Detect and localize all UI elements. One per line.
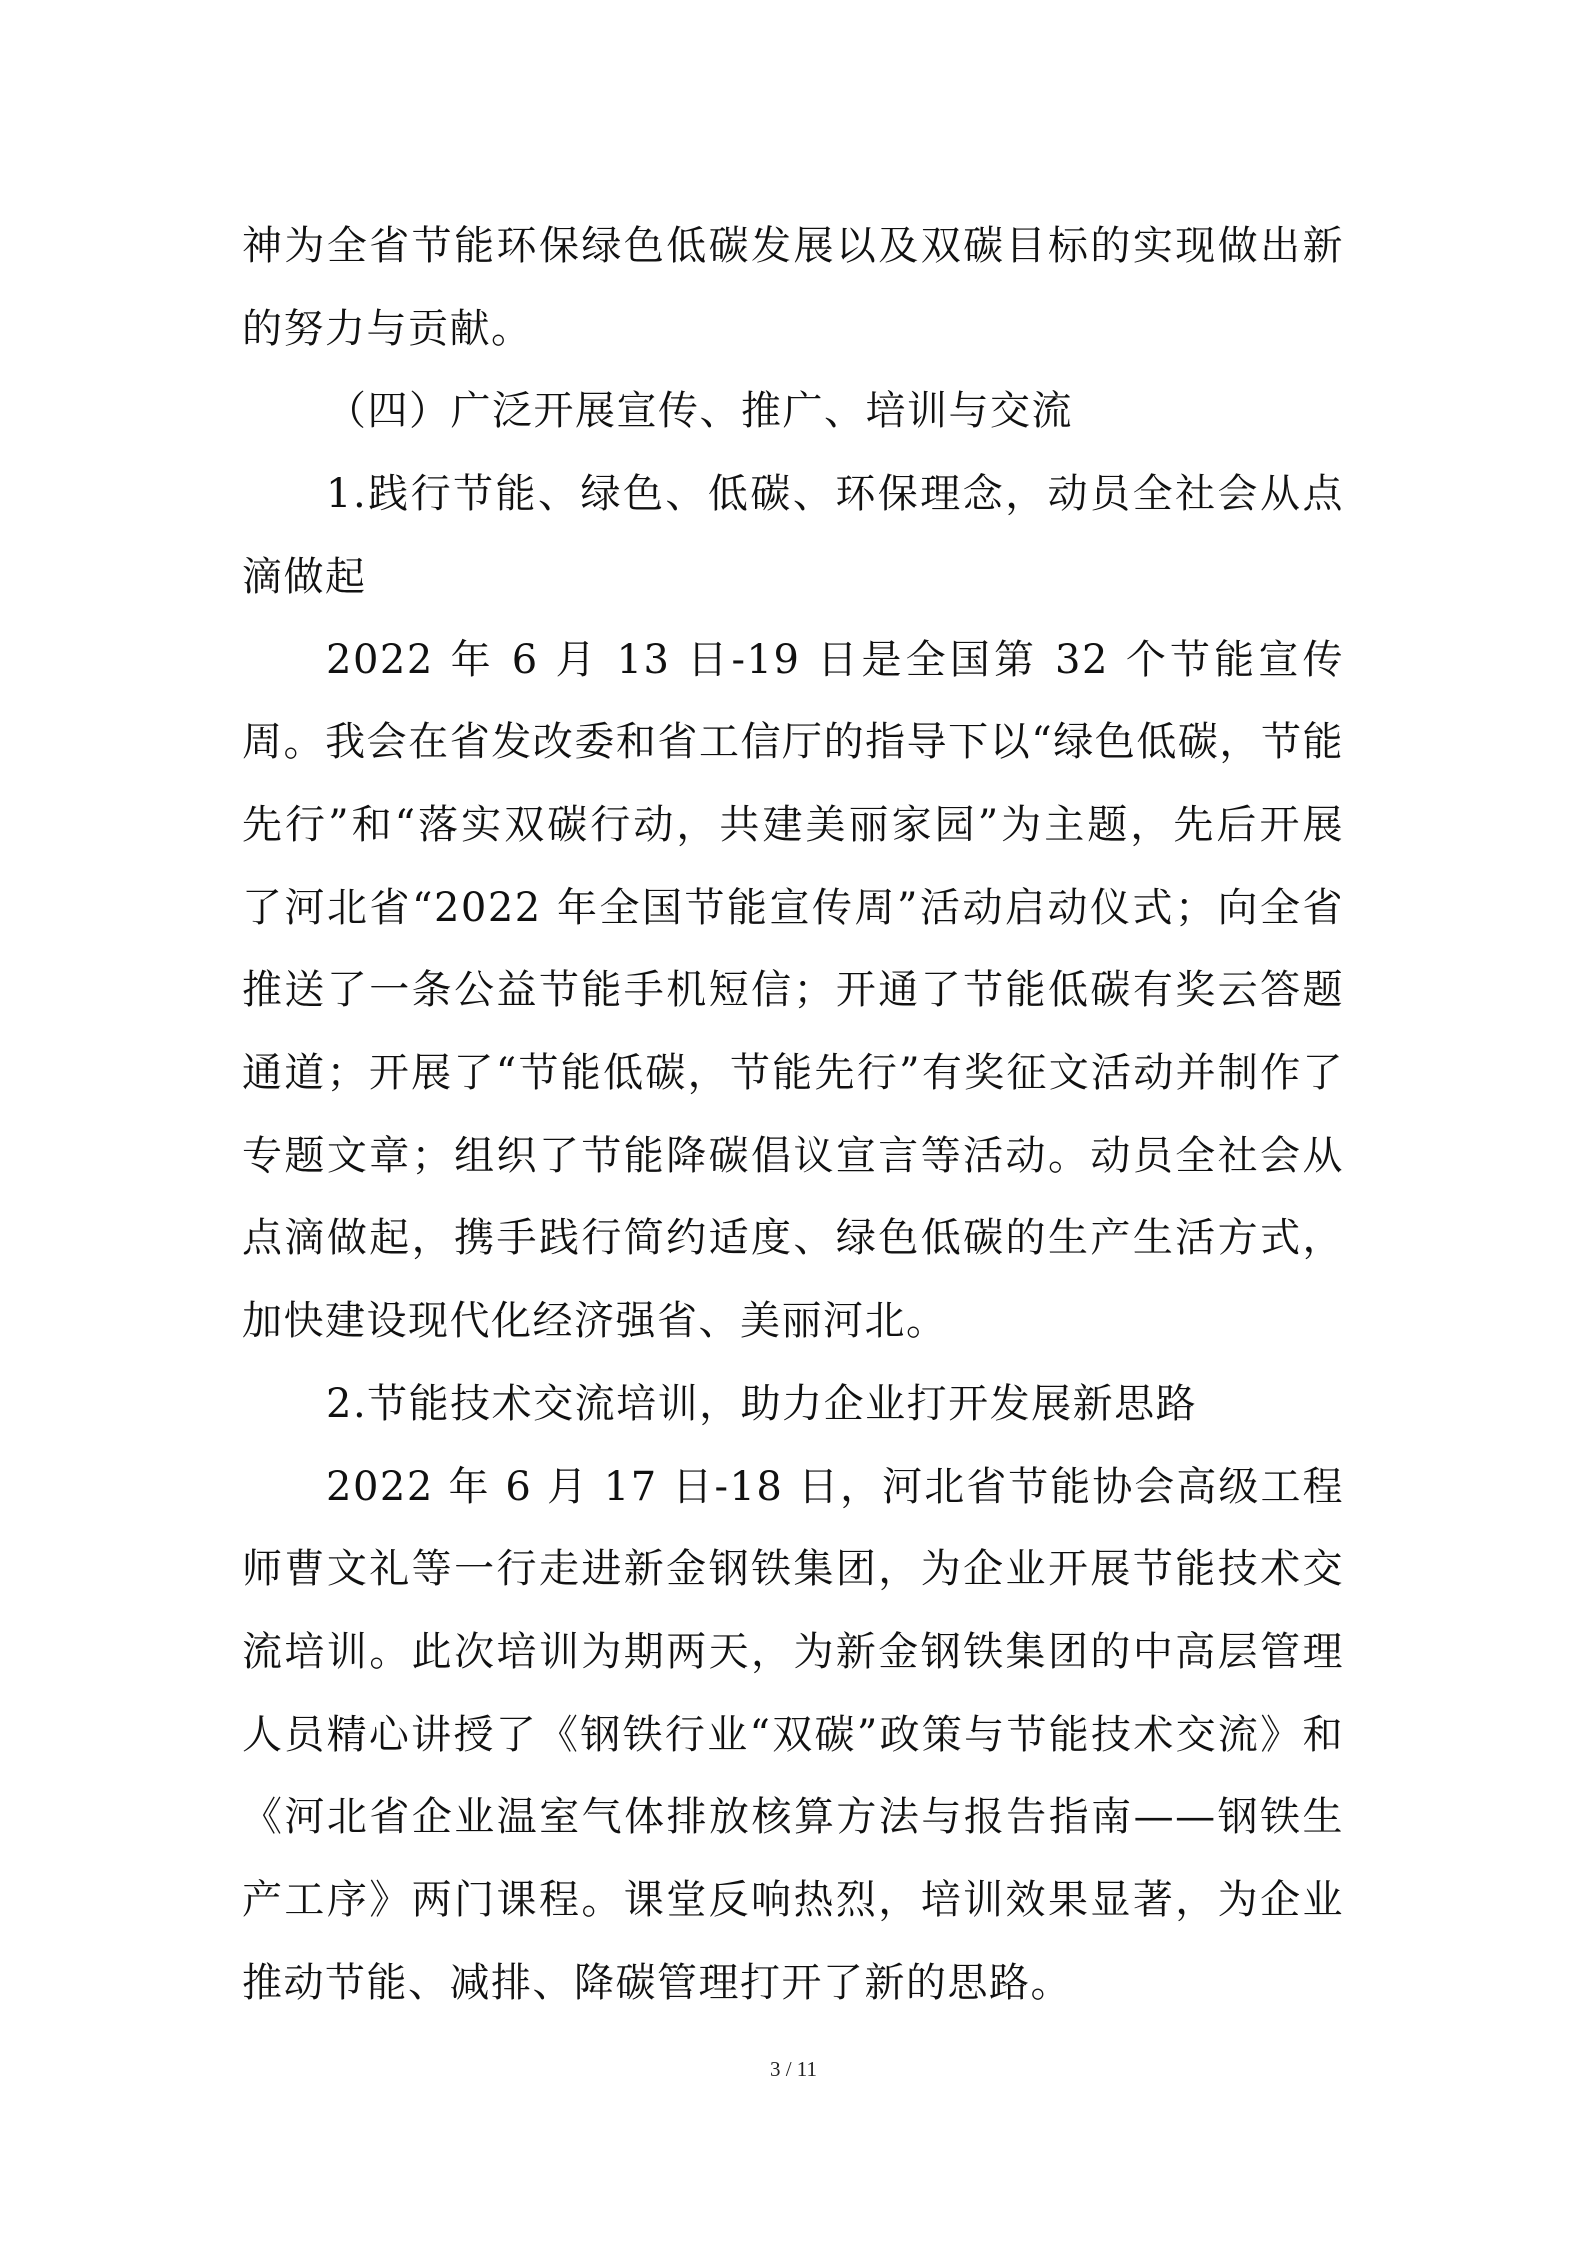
subheading-practice-energy-saving: 1.践行节能、绿色、低碳、环保理念，动员全社会从点滴做起 [242,471,1344,600]
subheading-technical-training: 2.节能技术交流培训，助力企业打开发展新思路 [326,1380,1198,1427]
page-number: 3 / 11 [769,2057,818,2081]
paragraph-energy-saving-week: 2022 年 6 月 13 日-19 日是全国第 32 个节能宣传周。我会在省发改委和省工信厅的指导下以“绿色低碳，节能先行”和“落实双碳行动，共建美丽家园”为主题，先后开展了河北省“2022 年全国节能宣传周”活动启动仪式；向全省推送了一条公益节能手机短信；开通了节能低碳有奖云答题通道；开展了“节能低碳，节能先行”有奖征文活动并制作了专题文章；组织了节能降碳倡议宣言等活动。动员全社会从点滴做起，携手践行简约适度、绿色低碳的生产生活方式，加快建设现代化经济强省、美丽河北。 [242,636,1344,1345]
page-body [242,205,1344,2024]
section-heading: （四）广泛开展宣传、推广、培训与交流 [326,388,1073,435]
continuation-paragraph: 神为全省节能环保绿色低碳发展以及双碳目标的实现做出新的努力与贡献。 [242,223,1344,352]
paragraph-technical-training: 2022 年 6 月 17 日-18 日，河北省节能协会高级工程师曹文礼等一行走进新金钢铁集团，为企业开展节能技术交流培训。此次培训为期两天，为新金钢铁集团的中高层管理人员精心讲授了《钢铁行业“双碳”政策与节能技术交流》和《河北省企业温室气体排放核算方法与报告指南——钢铁生产工序》两门课程。课堂反响热烈，培训效果显著，为企业推动节能、减排、降碳管理打开了新的思路。 [242,1463,1344,2006]
